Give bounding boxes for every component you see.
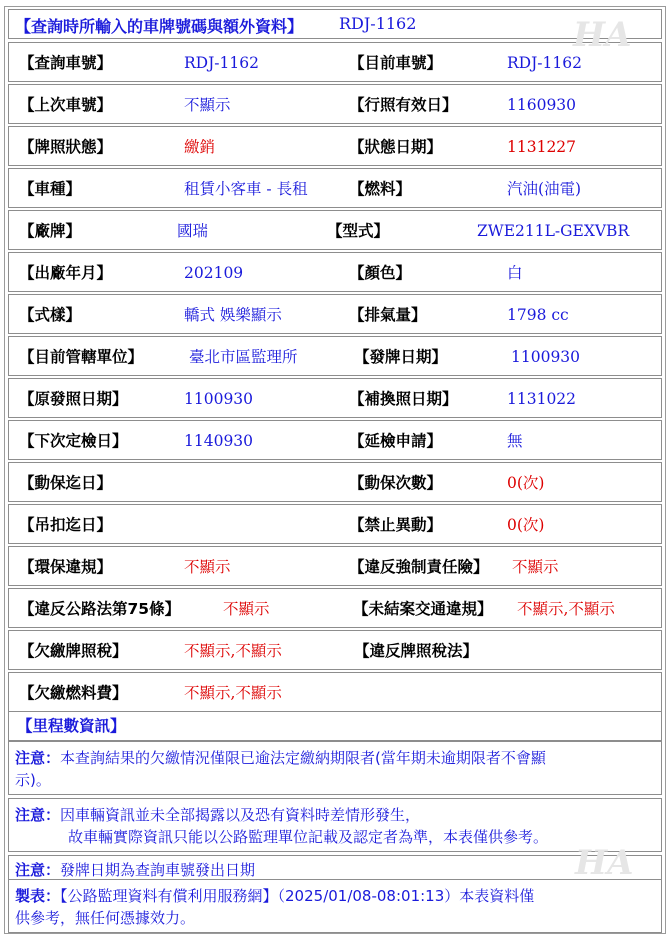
info-row: [8, 210, 662, 250]
field-label: 【補換照日期】: [349, 390, 458, 408]
field-label: 【欠繳牌照稅】: [19, 642, 128, 660]
field-value: RDJ-1162: [507, 54, 582, 72]
field-value: 1140930: [184, 432, 254, 450]
field-label: 【型式】: [327, 222, 390, 240]
info-row: [8, 336, 662, 376]
field-label: 【目前管轄單位】: [19, 348, 144, 366]
field-label: 【上次車號】: [19, 96, 113, 114]
field-label: 【動保迄日】: [19, 474, 113, 492]
field-value: ZWE211L-GEXVBR: [477, 222, 630, 240]
field-value: 1131227: [507, 138, 577, 156]
field-value: 1100930: [184, 390, 254, 408]
note-3-text: 發牌日期為查詢車號發出日期: [60, 861, 256, 879]
info-row: [8, 294, 662, 334]
mileage-label: 【里程數資訊】: [17, 717, 126, 735]
note-4-text: 【公路監理資料有償利用服務網】（2025/01/08-08:01:13）本表資料僅: [60, 887, 535, 905]
info-row: [8, 630, 662, 670]
field-label: 【排氣量】: [349, 306, 427, 324]
field-value: 0(次): [507, 516, 545, 534]
info-row: [8, 420, 662, 460]
field-label: 【違反公路法第75條】: [19, 600, 181, 618]
watermark-logo-bottom: HA: [575, 843, 634, 883]
field-label: 【廠牌】: [19, 222, 82, 240]
info-row: [8, 462, 662, 502]
info-row: [8, 672, 662, 712]
field-value: 202109: [184, 264, 244, 282]
field-label: 【車種】: [19, 180, 82, 198]
field-label: 【違反強制責任險】: [349, 558, 489, 576]
report-title: 【查詢時所輸入的車牌號碼與額外資料】: [15, 17, 304, 36]
field-value: 不顯示,不顯示: [184, 642, 282, 660]
field-value: 1160930: [507, 96, 577, 114]
note-4-prefix: 製表：: [15, 887, 61, 905]
info-row: [8, 126, 662, 166]
field-value: 轎式 娛樂顯示: [184, 306, 282, 324]
note-1-prefix: 注意：: [15, 749, 61, 767]
field-value: 不顯示: [184, 96, 231, 114]
note-1-text-2: 示)。: [15, 771, 51, 789]
field-label: 【牌照狀態】: [19, 138, 113, 156]
field-label: 【出廠年月】: [19, 264, 113, 282]
field-value: 不顯示,不顯示: [517, 600, 615, 618]
field-label: 【未結案交通違規】: [353, 600, 493, 618]
info-row: [8, 504, 662, 544]
field-label: 【吊扣迄日】: [19, 516, 113, 534]
info-row: [8, 252, 662, 292]
field-value: RDJ-1162: [184, 54, 259, 72]
info-row: [8, 84, 662, 124]
field-label: 【原發照日期】: [19, 390, 128, 408]
report-frame: [4, 6, 666, 934]
field-label: 【下次定檢日】: [19, 432, 128, 450]
field-label: 【目前車號】: [349, 54, 443, 72]
field-value: 1131022: [507, 390, 577, 408]
field-label: 【顏色】: [349, 264, 412, 282]
field-label: 【式樣】: [19, 306, 82, 324]
field-value: 國瑞: [177, 222, 209, 240]
note-2: [8, 798, 662, 852]
info-row: [8, 168, 662, 208]
field-value: 1798 cc: [507, 306, 569, 324]
field-value: 不顯示: [512, 558, 559, 576]
note-2-line-2: 故車輛實際資訊只能以公路監理單位記載及認定者為準，本表僅供參考。: [68, 828, 549, 846]
watermark-logo: HA: [573, 15, 632, 55]
field-label: 【禁止異動】: [349, 516, 443, 534]
note-1: [8, 741, 662, 795]
field-label: 【違反牌照稅法】: [354, 642, 479, 660]
field-value: 不顯示,不顯示: [184, 684, 282, 702]
field-value: 租賃小客車 - 長租: [184, 180, 308, 198]
note-1-text: 本查詢結果的欠繳情況僅限已逾法定繳納期限者(當年期未逾期限者不會顯: [60, 749, 546, 767]
field-value: 臺北市區監理所: [189, 348, 298, 366]
field-label: 【欠繳燃料費】: [19, 684, 128, 702]
field-label: 【環保違規】: [19, 558, 113, 576]
report-plate: RDJ-1162: [339, 14, 417, 33]
field-label: 【行照有效日】: [349, 96, 458, 114]
field-value: 無: [507, 432, 523, 450]
field-value: 不顯示: [184, 558, 231, 576]
field-label: 【發牌日期】: [354, 348, 448, 366]
info-row: [8, 588, 662, 628]
mileage-band: [8, 711, 662, 741]
field-value: 不顯示: [223, 600, 270, 618]
note-4: [8, 879, 662, 933]
field-value: 0(次): [507, 474, 545, 492]
field-label: 【狀態日期】: [349, 138, 443, 156]
field-value: 繳銷: [184, 138, 216, 156]
field-label: 【燃料】: [349, 180, 412, 198]
note-4-text-2: 供參考，無任何憑據效力。: [15, 909, 196, 927]
field-value: 白: [507, 264, 523, 282]
note-3-prefix: 注意：: [15, 861, 61, 879]
field-label: 【查詢車號】: [19, 54, 113, 72]
field-value: 汽油(油電): [507, 180, 582, 198]
field-label: 【延檢申請】: [349, 432, 443, 450]
info-row: [8, 42, 662, 82]
report-header: [8, 9, 662, 39]
field-value: 1100930: [511, 348, 581, 366]
note-2-line-1: 因車輛資訊並未全部揭露以及恐有資料時差情形發生，: [60, 806, 421, 824]
info-row: [8, 546, 662, 586]
field-label: 【動保次數】: [349, 474, 443, 492]
info-row: [8, 378, 662, 418]
note-2-prefix: 注意：: [15, 806, 61, 824]
